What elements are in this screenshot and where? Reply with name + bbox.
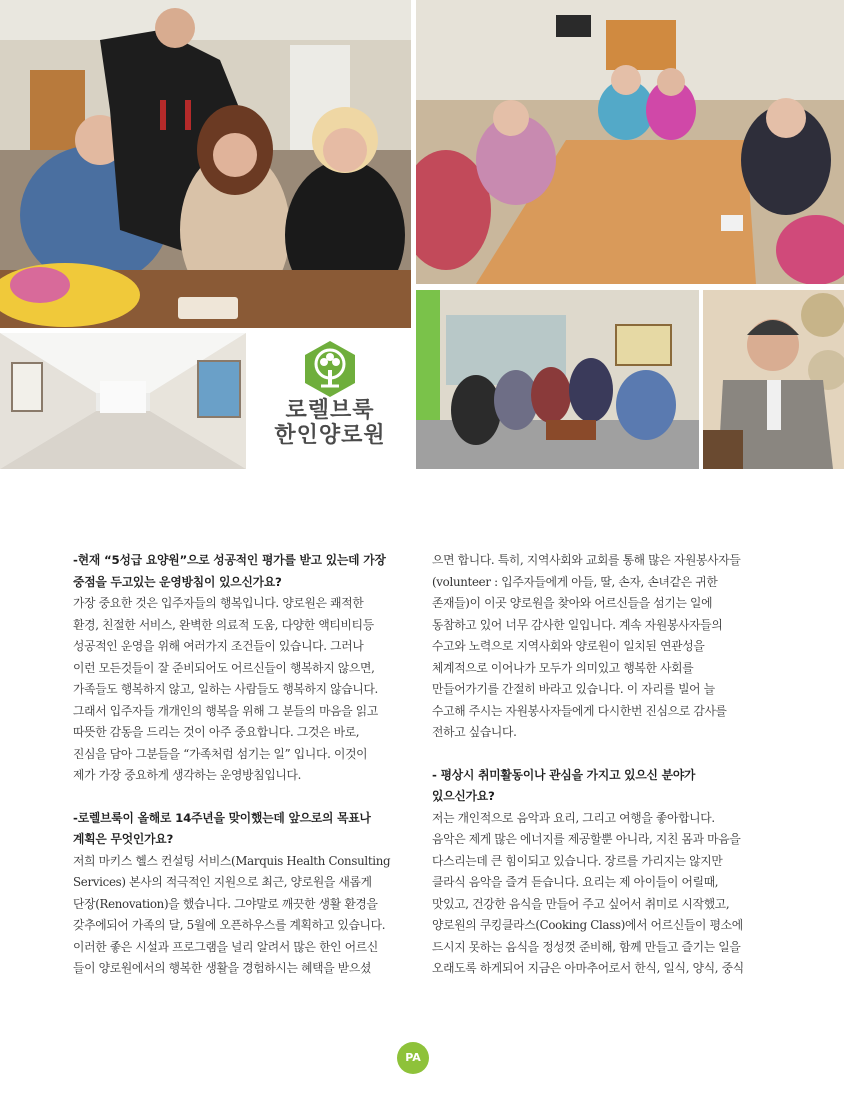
question-3 xyxy=(432,765,758,808)
answer-line: 양로원의 쿠킹클라스(Cooking Class)에서 어르신들이 평소에 xyxy=(432,918,743,932)
page-badge: PA xyxy=(397,1042,429,1074)
answer-line: 저는 개인적으로 음악과 요리, 그리고 여행을 좋아합니다. xyxy=(432,810,715,825)
answer-line: 음악은 제게 많은 에너지를 제공할뿐 아니라, 지친 몸과 마음을 xyxy=(432,832,741,846)
answer-line: 진심을 담아 그분들을 “가족처럼 섬기는 일” 입니다. 이것이 xyxy=(73,746,368,761)
answer-line: 그래서 입주자들 개개인의 행복을 위해 그 분들의 마음을 읽고 xyxy=(73,703,378,718)
question-line: 중점을 두고있는 운영방침이 있으신가요? xyxy=(73,574,282,589)
answer-2-continued xyxy=(432,550,758,744)
photo-speaker-portrait xyxy=(703,290,844,469)
answer-line: 만들어가기를 간절히 바라고 있습니다. 이 자리를 빌어 늘 xyxy=(432,682,715,696)
photo-lounge-residents-waving xyxy=(416,290,699,469)
answer-line: 들이 양로원에서의 행복한 생활을 경험하시는 혜택을 받으셨 xyxy=(73,961,372,975)
answer-line: 저희 마키스 헬스 컨설팅 서비스(Marquis Health Consulting xyxy=(73,853,391,868)
answer-line: 수고와 노력으로 지역사회와 양로원이 일치된 연관성을 xyxy=(432,639,705,653)
answer-line: 드시지 못하는 음식을 정성껏 준비해, 함께 만들고 즐기는 일을 xyxy=(432,939,741,954)
question-line: - 평상시 취미활동이나 관심을 가지고 있으신 분야가 xyxy=(432,767,696,782)
logo xyxy=(262,340,398,448)
answer-line: 오래도록 하게되어 지금은 아마추어로서 한식, 일식, 양식, 중식 xyxy=(432,961,744,975)
photo-pastor-with-residents xyxy=(0,0,411,328)
answer-line: 이러한 좋은 시설과 프로그램을 널리 알려서 많은 한인 어르신 xyxy=(73,939,378,954)
answer-2 xyxy=(73,851,399,980)
answer-line: 따뜻한 감동을 드리는 것이 아주 중요합니다. 그것은 바로, xyxy=(73,725,360,739)
logo-name-line2: 한인양로원 xyxy=(274,423,386,448)
logo-name-line1: 로렐브룩 xyxy=(285,398,375,423)
answer-line: Services) 본사의 적극적인 지원으로 최근, 양로원을 새롭게 xyxy=(73,875,372,889)
question-line: 계획은 무엇인가요? xyxy=(73,832,174,846)
answer-line: 존재들)이 이곳 양로원을 찾아와 어르신들을 섬기는 일에 xyxy=(432,596,713,610)
photo-activity-room-residents xyxy=(416,0,844,284)
answer-line: 으면 합니다. 특히, 지역사회와 교회를 통해 많은 자원봉사자들 xyxy=(432,553,741,567)
answer-line: 이런 모든것들이 잘 준비되어도 어르신들이 행복하지 않으면, xyxy=(73,660,375,675)
answer-1 xyxy=(73,593,399,787)
tree-hexagon-icon xyxy=(262,340,398,398)
answer-line: 환경, 친절한 서비스, 완벽한 의료적 도움, 다양한 액티비티등 xyxy=(73,617,374,632)
answer-line: 맛있고, 건강한 음식을 만들어 주고 싶어서 취미로 시작했고, xyxy=(432,896,730,911)
answer-line: 클라식 음악을 즐겨 듣습니다. 요리는 제 아이들이 어릴때, xyxy=(432,875,719,889)
answer-line: 다스리는데 큰 힘이되고 있습니다. 장르를 가리지는 않지만 xyxy=(432,853,723,868)
answer-line: (volunteer : 입주자들에게 아들, 딸, 손자, 손녀같은 귀한 xyxy=(432,574,718,589)
article-right-column xyxy=(432,550,758,980)
answer-line: 제가 가장 중요하게 생각하는 운영방침입니다. xyxy=(73,768,302,782)
answer-line: 전하고 싶습니다. xyxy=(432,725,517,739)
answer-3 xyxy=(432,808,758,980)
answer-line: 동참하고 있어 너무 감사한 일입니다. 계속 자원봉사자들의 xyxy=(432,617,723,632)
answer-line: 체계적으로 이어나가 모두가 의미있고 행복한 사회를 xyxy=(432,660,694,675)
answer-line: 가장 중요한 것은 입주자들의 행복입니다. 양로원은 쾌적한 xyxy=(73,596,364,610)
question-line: -현재 “5성급 요양원”으로 성공적인 평가를 받고 있는데 가장 xyxy=(73,553,386,567)
question-2 xyxy=(73,808,399,851)
answer-line: 성공적인 운영을 위해 여러가지 조건들이 있습니다. 그러나 xyxy=(73,639,364,653)
photo-hallway xyxy=(0,333,246,469)
question-line: 있으신가요? xyxy=(432,789,495,803)
question-1 xyxy=(73,550,399,593)
answer-line: 가족들도 행복하지 않고, 일하는 사람들도 행복하지 않습니다. xyxy=(73,682,378,696)
answer-line: 갖추에되어 가족의 달, 5월에 오픈하우스를 계획하고 있습니다. xyxy=(73,918,386,932)
answer-line: 단장(Renovation)을 했습니다. 그야말로 깨끗한 생활 환경을 xyxy=(73,896,378,911)
question-line: -로렐브룩이 올해로 14주년을 맞이했는데 앞으로의 목표나 xyxy=(73,810,371,825)
article-left-column xyxy=(73,550,399,980)
answer-line: 수고해 주시는 자원봉사자들에게 다시한번 진심으로 감사를 xyxy=(432,703,727,718)
